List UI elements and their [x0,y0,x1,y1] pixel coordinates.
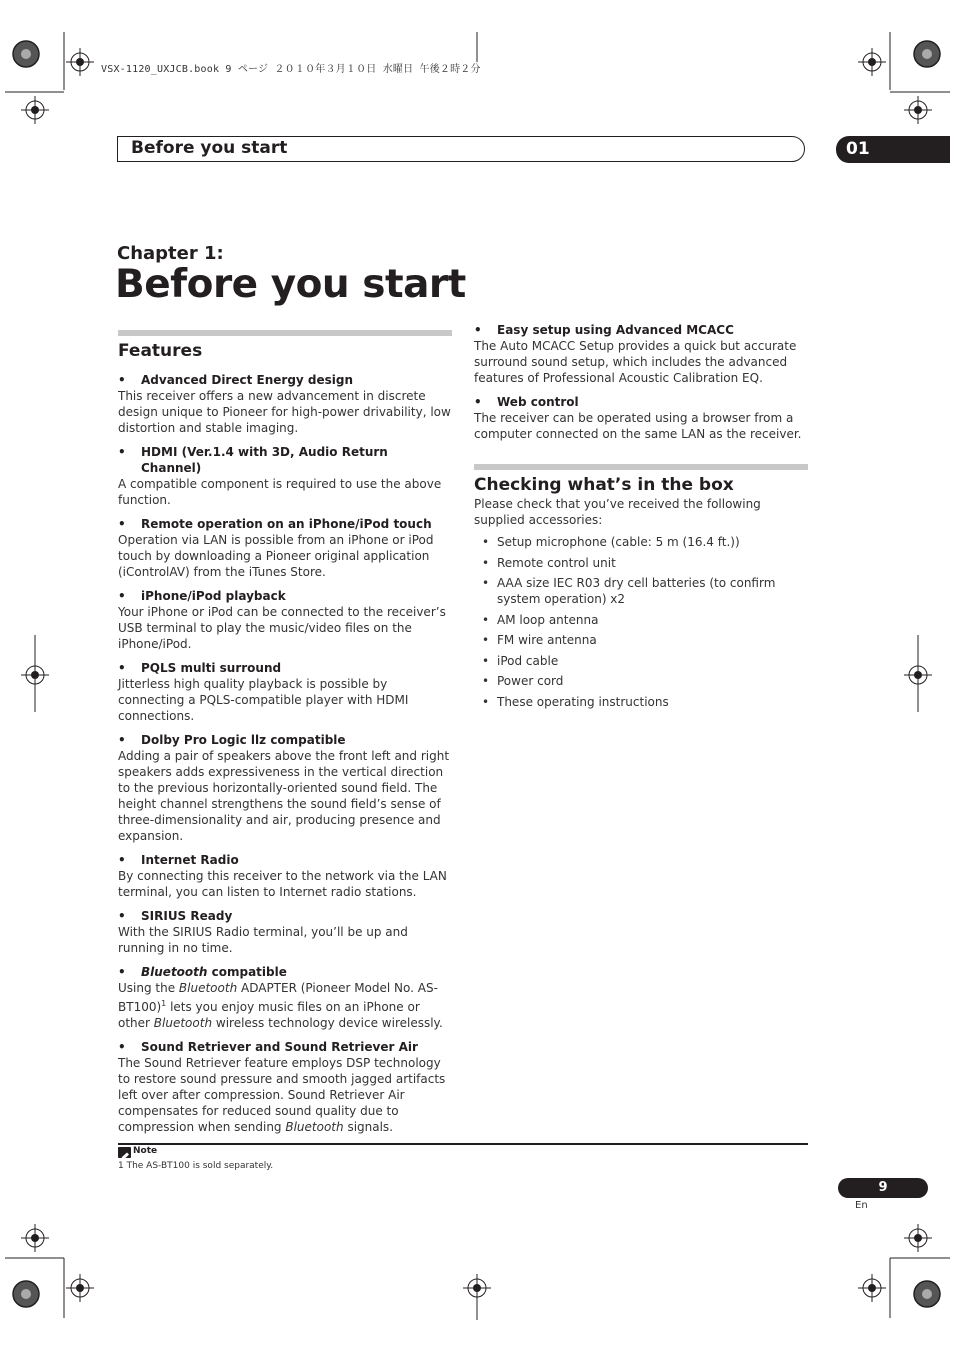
feature-item [118,908,452,956]
bullet-icon: • [481,535,490,549]
list-item-text: FM wire antenna [497,633,597,647]
body-italic: Bluetooth [285,1120,344,1134]
box-rule [474,464,808,470]
feature-item [118,732,452,844]
feature-body: With the SIRIUS Radio terminal, you’ll be up and running in no time. [118,925,408,955]
list-item [474,632,808,648]
body-italic: Bluetooth [178,981,238,995]
feature-head: Easy setup using Advanced MCACC [497,323,734,337]
left-column [118,330,452,1143]
body-text: signals. [343,1120,394,1134]
list-item-text: Setup microphone (cable: 5 m (16.4 ft.)) [497,535,740,549]
feature-body [118,1055,452,1135]
right-column [474,322,808,714]
bullet-icon: • [118,1040,126,1054]
feature-head: Sound Retriever and Sound Retriever Air [141,1040,418,1054]
feature-body: This receiver offers a new advancement in discrete design unique to Pioneer for high-power drivability, low distortion and stable imaging. [118,389,451,435]
feature-head: compatible [207,965,287,979]
bullet-icon: • [481,576,490,590]
list-item-text: iPod cable [497,653,559,668]
bullet-icon: • [118,909,126,923]
chapter-number-tab: 01 [836,136,950,163]
features-rule [118,330,452,336]
list-item [474,612,808,628]
feature-body: By connecting this receiver to the network via the LAN terminal, you can listen to Internet radio stations. [118,869,447,899]
feature-head: Dolby Pro Logic llz compatible [141,733,346,747]
footnote-ref: 1 [161,999,167,1008]
body-text: wireless technology device wirelessly. [212,1016,443,1030]
list-item [474,555,808,571]
list-item [474,534,808,550]
note-pencil-icon [118,1147,131,1158]
bullet-icon: • [481,653,490,668]
feature-head: PQLS multi surround [141,661,282,675]
list-item-text: AAA size IEC R03 dry cell batteries (to confirm system operation) x2 [497,576,776,606]
feature-head: iPhone/iPod playback [141,589,286,603]
feature-item [118,444,452,508]
feature-item-bluetooth [118,964,452,1031]
feature-item [118,852,452,900]
feature-body: Your iPhone or iPod can be connected to the receiver’s USB terminal to play the music/video files on the iPhone/iPod. [118,605,446,651]
body-text: The Sound Retriever feature employs DSP technology to restore sound pressure and smooth jagged artifacts left over after compression. Sound Retriever Air compensates for reduced sound quality due to compression when sending [118,1056,446,1134]
chapter-title: Before you start [115,262,466,307]
body-text: lets you enjoy music files on an iPhone or other [118,1000,420,1030]
list-item [474,575,808,607]
body-text: Using the [118,981,179,995]
bullet-icon: • [118,589,126,603]
feature-body: The receiver can be operated using a browser from a computer connected on the same LAN as the receiver. [474,411,802,441]
feature-body: Operation via LAN is possible from an iPhone or iPod touch by downloading a Pioneer original application (iControlAV) from the iTunes Store. [118,533,434,579]
bullet-icon: • [474,395,482,409]
feature-body [118,980,452,1031]
box-title: Checking what’s in the box [474,475,734,495]
bullet-icon: • [118,373,126,387]
feature-item [474,322,808,386]
bullet-icon: • [481,612,490,627]
bullet-icon: • [118,445,126,459]
list-item [474,653,808,669]
feature-head: Internet Radio [141,853,239,867]
feature-item [118,588,452,652]
list-item-text: These operating instructions [497,694,669,709]
body-text: ADAPTER (Pioneer Model No. AS-BT100) [118,981,438,1014]
list-item [474,694,808,710]
note-label: Note [133,1146,158,1156]
bullet-icon: • [118,853,126,867]
feature-head: SIRIUS Ready [141,909,233,923]
feature-item [118,660,452,724]
list-item-text: AM loop antenna [497,612,599,627]
feature-item [474,394,808,442]
bullet-icon: • [118,661,126,675]
list-item-text: Remote control unit [497,555,616,570]
bullet-icon: • [118,517,126,531]
feature-body: Jitterless high quality playback is possible by connecting a PQLS-compatible player with HDMI connections. [118,677,409,723]
feature-item [118,516,452,580]
bullet-icon: • [474,323,482,337]
feature-head: Remote operation on an iPhone/iPod touch [141,517,432,531]
bullet-icon: • [481,694,490,709]
page-language: En [855,1200,868,1211]
chapter-label: Chapter 1: [117,243,224,264]
note-rule [118,1143,808,1145]
feature-body: A compatible component is required to use the above function. [118,477,442,507]
box-intro: Please check that you’ve received the following supplied accessories: [474,497,761,527]
page-number: 9 [838,1178,928,1198]
feature-body: The Auto MCACC Setup provides a quick but accurate surround sound setup, which includes the advanced features of Professional Acoustic Calibration EQ. [474,339,797,385]
bullet-icon: • [118,733,126,747]
print-header: VSX-1120_UXJCB.book 9 ページ ２０１０年３月１０日 水曜日 午後２時２分 [101,64,481,75]
features-title: Features [118,341,203,361]
feature-head-italic: Bluetooth [141,965,208,979]
list-item [474,673,808,689]
body-italic: Bluetooth [153,1016,213,1030]
note-text: 1 The AS-BT100 is sold separately. [118,1161,274,1171]
box-list [474,534,808,710]
bullet-icon: • [481,674,490,688]
bullet-icon: • [481,555,490,570]
bullet-icon: • [118,965,126,979]
feature-head: Web control [497,395,579,409]
feature-head: HDMI (Ver.1.4 with 3D, Audio Return Channel) [141,445,388,475]
feature-item-retriever [118,1039,452,1135]
feature-item [118,372,452,436]
bullet-icon: • [481,633,490,647]
feature-body: Adding a pair of speakers above the front left and right speakers adds expressiveness in the vertical direction to the previous horizontally-oriented sound field. The height channel strengthens the sound field’s sense of three-dimensionality and air, producing presence and expansion. [118,749,450,843]
feature-head: Advanced Direct Energy design [141,373,354,387]
list-item-text: Power cord [497,674,564,688]
header-title: Before you start [131,138,288,158]
